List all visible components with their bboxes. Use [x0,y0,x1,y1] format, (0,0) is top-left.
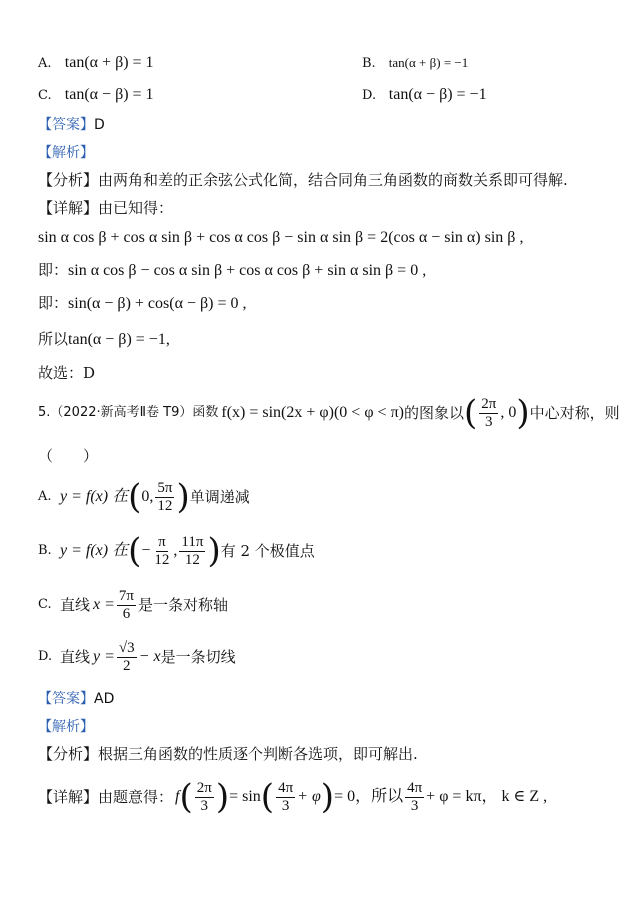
option-fraction [117,640,137,675]
analysis-2 [38,716,94,737]
fraction-denominator: 6 [122,605,131,622]
option-post: 有 2 个极值点 [220,542,315,560]
equation-4 [38,329,170,350]
eq-expr: sin(α − β) + cos(α − β) = 0 , [68,295,247,312]
xiangjie-tag: 【详解】 [38,199,99,217]
fraction-numerator: 11π [181,533,204,550]
answer-value: AD [94,691,115,707]
paren-open: ( [128,477,142,517]
option-post: 是一条切线 [160,648,236,666]
choose-1: 故选：D [38,364,96,382]
fenxi-tag: 【分析】 [38,171,99,189]
fenxi-1 [38,170,568,190]
option-label: A. [38,489,52,504]
paren-open: ( [179,777,193,817]
fraction-denominator: 12 [157,497,173,514]
paren-close: ) [207,531,221,571]
point-rest: , 0 [500,404,517,421]
option-expr: tan(α + β) = −1 [388,55,469,70]
q5-option-c [38,585,228,625]
equation-3 [38,293,246,314]
fraction-denominator: 3 [281,797,290,814]
comma: , [173,542,178,559]
option-expr: tan(α + β) = 1 [64,54,154,71]
option-rest: − x [138,648,161,665]
xiangjie-1 [38,198,173,218]
analysis-tag: 【解析】 [38,719,94,735]
question-5-blank: （ ） [38,447,99,465]
analysis-tag: 【解析】 [38,145,94,161]
option-label: D. [38,649,53,664]
f-fraction [195,780,214,815]
option-label: B. [362,56,376,71]
question-5-stem [38,393,620,433]
paren-open: ( [464,393,478,433]
k-fraction [405,780,424,815]
fenxi-2 [38,744,418,764]
fraction-denominator: 12 [154,551,170,568]
fenxi-text: 根据三角函数的性质逐个判断各选项，即可解出. [98,745,418,763]
option-a-prev [38,52,154,74]
fraction-numerator: 4π [407,779,423,796]
question-tail: 中心对称，则 [529,404,620,422]
equals-sin: = sin [229,788,261,805]
xiangjie-tag: 【详解】 [38,788,99,806]
answer-2 [38,688,114,709]
sin-fraction [276,780,295,815]
q5-option-a [38,477,250,517]
option-d-prev [362,84,487,106]
option-label: D. [362,88,377,103]
option-post: 单调递减 [189,488,250,506]
fraction-denominator: 3 [200,797,209,814]
fraction-denominator: 3 [410,797,419,814]
paren-open: ( [260,777,275,817]
option-pre: y = f(x) 在 [60,488,129,505]
option-post: 是一条对称轴 [138,596,229,614]
equation-2 [38,260,426,281]
option-fraction-1 [152,534,171,569]
option-var: x = [93,596,115,613]
q5-option-b [38,531,315,571]
fraction-denominator: 3 [485,413,493,430]
fenxi-text: 由两角和差的正余弦公式化简，结合同角三角函数的商数关系即可得解. [98,171,568,189]
fraction-numerator: 2π [481,395,497,412]
minus-sign: − [141,542,151,559]
xiangjie-text: 由已知得： [98,199,174,217]
option-expr: tan(α − β) = 1 [64,86,154,103]
equation-1: sin α cos β + cos α sin β + cos α cos β − sin α sin β = 2(cos α − sin α) sin β , [38,229,524,246]
option-fraction [117,588,136,623]
option-fraction-2 [179,534,205,569]
answer-tag: 【答案】 [38,691,94,707]
fraction-numerator: 7π [118,587,134,604]
fraction-numerator: 5π [157,479,173,496]
option-pre: 直线 [60,648,91,666]
option-var: y = [93,648,115,665]
eq-zero: = 0，所以 [334,788,404,805]
option-label: A. [38,56,52,71]
option-c-prev [38,84,154,106]
q5-option-d [38,637,236,677]
answer-value: D [94,117,105,133]
eq-expr: tan(α − β) = −1, [68,331,170,348]
fraction-numerator: π [158,533,166,550]
option-pre: y = f(x) 在 [60,542,129,559]
eq-prefix: 即： [38,261,69,279]
analysis-1 [38,142,94,163]
eq-prefix: 即： [38,294,69,312]
question-function: f(x) = sin(2x + φ)(0 < φ < π) [221,404,404,421]
answer-1 [38,114,105,135]
paren-close: ) [516,393,530,433]
option-expr: tan(α − β) = −1 [388,86,487,103]
option-b-prev [362,52,468,74]
paren-open: ( [128,531,142,571]
fraction-numerator: 4π [278,779,294,796]
option-pre: 直线 [60,596,91,614]
interval-left: 0, [141,488,154,505]
plus-phi: + φ [297,788,321,805]
k-rest: + φ = kπ， k ∈ Z , [426,788,548,805]
xiangjie-2 [38,775,547,819]
option-label: C. [38,597,52,612]
paren-close: ) [176,477,190,517]
option-fraction [155,480,174,515]
eq-prefix: 所以 [38,330,69,348]
eq-expr: sin α cos β − cos α sin β + cos α cos β + sin α sin β = 0 , [68,262,427,279]
fenxi-tag: 【分析】 [38,745,99,763]
question-mid: 的图象以 [403,404,464,422]
option-label: B. [38,543,52,558]
paren-close: ) [320,777,335,817]
xiangjie-text: 由题意得： [98,788,174,806]
point-fraction [479,396,498,431]
fraction-denominator: 12 [184,551,200,568]
option-label: C. [38,88,52,103]
question-source: 5.（2022·新高考Ⅱ卷 T9）函数 [38,405,219,420]
fraction-numerator: √3 [118,639,135,656]
fraction-numerator: 2π [196,779,212,796]
fraction-denominator: 2 [123,657,131,674]
paren-close: ) [215,777,230,817]
answer-tag: 【答案】 [38,117,94,133]
f-symbol: f [175,788,180,805]
